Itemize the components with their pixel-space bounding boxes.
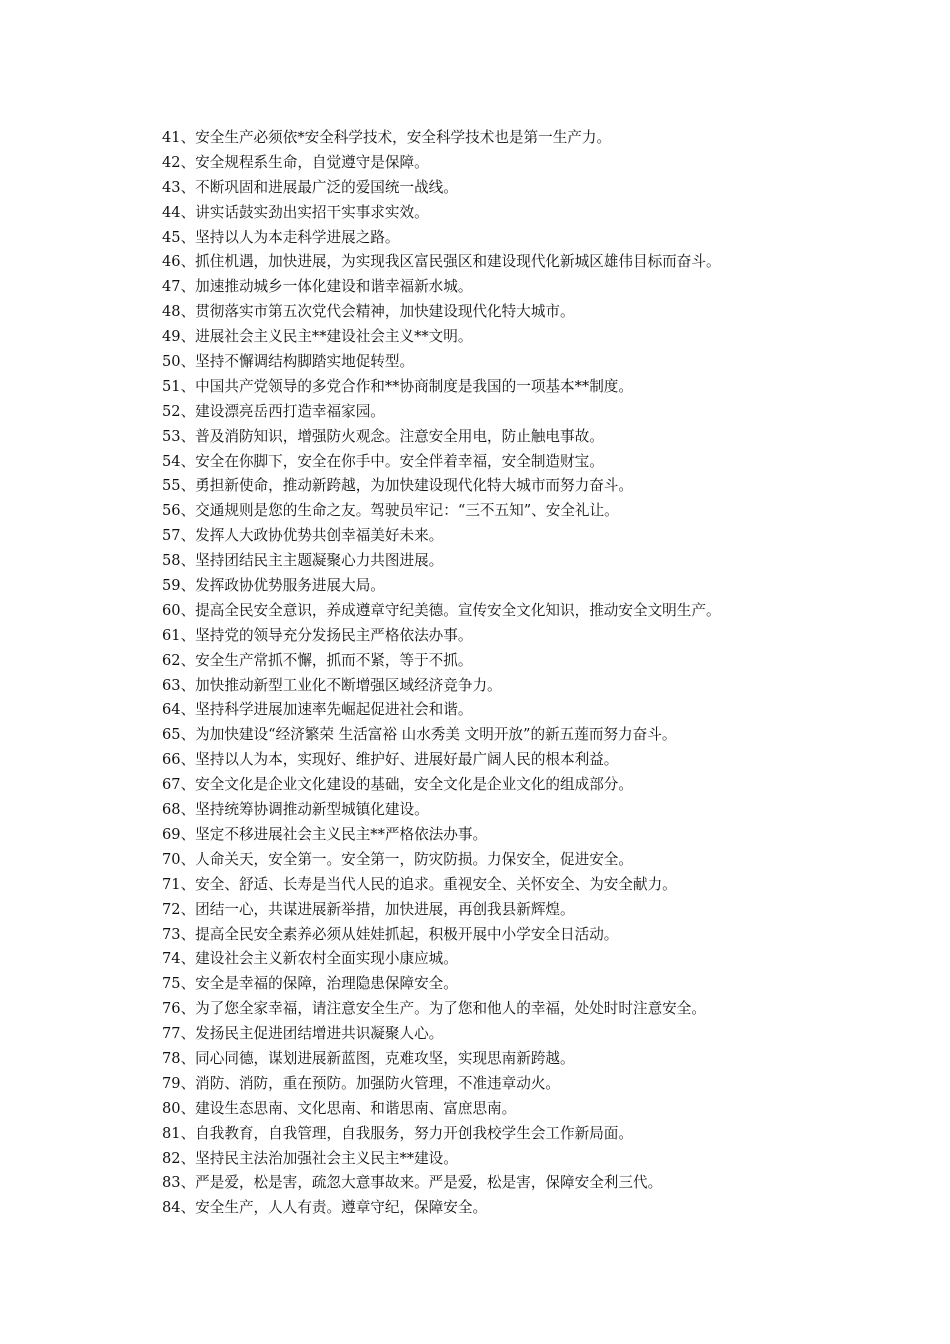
slogan-line: 54、安全在你脚下，安全在你手中。安全伴着幸福，安全制造财宝。 <box>162 452 604 470</box>
slogan-line: 49、进展社会主义民主**建设社会主义**文明。 <box>162 328 473 346</box>
slogan-line: 82、坚持民主法治加强社会主义民主**建设。 <box>162 1149 458 1167</box>
slogan-line: 53、普及消防知识，增强防火观念。注意安全用电，防止触电事故。 <box>162 427 604 445</box>
slogan-line: 81、自我教育，自我管理，自我服务，努力开创我校学生会工作新局面。 <box>162 1124 633 1142</box>
slogan-line: 74、建设社会主义新农村全面实现小康应城。 <box>162 950 458 968</box>
slogan-line: 64、坚持科学进展加速率先崛起促进社会和谐。 <box>162 701 473 719</box>
slogan-line: 63、加快推动新型工业化不断增强区域经济竞争力。 <box>162 676 502 694</box>
slogan-line: 66、坚持以人为本，实现好、维护好、进展好最广阔人民的根本利益。 <box>162 751 619 769</box>
slogan-line: 58、坚持团结民主主题凝聚心力共图进展。 <box>162 552 444 570</box>
slogan-line: 47、加速推动城乡一体化建设和谐幸福新水城。 <box>162 278 473 296</box>
slogan-line: 41、安全生产必须依*安全科学技术，安全科学技术也是第一生产力。 <box>162 129 612 146</box>
slogan-line: 51、中国共产党领导的多党合作和**协商制度是我国的一项基本**制度。 <box>162 377 633 395</box>
slogan-line: 55、勇担新使命，推动新跨越，为加快建设现代化特大城市而努力奋斗。 <box>162 477 633 495</box>
slogan-line: 68、坚持统筹协调推动新型城镇化建设。 <box>162 801 429 819</box>
slogan-line: 43、不断巩固和进展最广泛的爱国统一战线。 <box>162 178 458 196</box>
slogan-line: 70、人命关天，安全第一。安全第一，防灾防损。力保安全，促进安全。 <box>162 850 633 868</box>
slogan-line: 59、发挥政协优势服务进展大局。 <box>162 577 385 595</box>
slogan-line: 61、坚持党的领导充分发扬民主严格依法办事。 <box>162 626 473 644</box>
slogan-line: 76、为了您全家幸福，请注意安全生产。为了您和他人的幸福，处处时时注意安全。 <box>162 1000 706 1018</box>
slogan-line: 44、讲实话鼓实劲出实招干实事求实效。 <box>162 203 429 221</box>
slogan-line: 42、安全规程系生命，自觉遵守是保障。 <box>162 153 429 171</box>
slogan-line: 78、同心同德，谋划进展新蓝图，克难攻坚，实现思南新跨越。 <box>162 1049 575 1067</box>
slogan-line: 56、交通规则是您的生命之友。驾驶员牢记：“三不五知”、安全礼让。 <box>162 502 619 520</box>
slogan-line: 60、提高全民安全意识，养成遵章守纪美德。宣传安全文化知识，推动安全文明生产。 <box>162 601 721 619</box>
slogan-line: 83、严是爱，松是害，疏忽大意事故来。严是爱，松是害，保障安全利三代。 <box>162 1174 663 1192</box>
slogan-line: 62、安全生产常抓不懈，抓而不紧，等于不抓。 <box>162 651 473 669</box>
slogan-line: 73、提高全民安全素养必须从娃娃抓起，积极开展中小学安全日活动。 <box>162 925 619 943</box>
slogan-line: 48、贯彻落实市第五次党代会精神，加快建设现代化特大城市。 <box>162 303 575 321</box>
slogan-line: 52、建设漂亮岳西打造幸福家园。 <box>162 402 385 420</box>
slogan-line: 46、抓住机遇，加快进展，为实现我区富民强区和建设现代化新城区雄伟目标而奋斗。 <box>162 253 721 271</box>
slogan-line: 79、消防、消防，重在预防。加强防火管理，不准违章动火。 <box>162 1074 561 1092</box>
slogan-line: 50、坚持不懈调结构脚踏实地促转型。 <box>162 353 415 371</box>
slogan-line: 57、发挥人大政协优势共创幸福美好未来。 <box>162 527 444 545</box>
slogan-line: 71、安全、舒适、长寿是当代人民的追求。重视安全、关怀安全、为安全献力。 <box>162 875 677 893</box>
slogan-line: 84、安全生产，人人有责。遵章守纪，保障安全。 <box>162 1199 488 1217</box>
slogan-line: 80、建设生态思南、文化思南、和谐思南、富庶思南。 <box>162 1099 517 1117</box>
slogan-line: 77、发扬民主促进团结增进共识凝聚人心。 <box>162 1025 444 1043</box>
slogan-line: 72、团结一心，共谋进展新举措，加快进展，再创我县新辉煌。 <box>162 900 575 918</box>
slogan-line: 45、坚持以人为本走科学进展之路。 <box>162 228 400 246</box>
slogan-line: 75、安全是幸福的保障，治理隐患保障安全。 <box>162 975 458 993</box>
slogan-line: 65、为加快建设“经济繁荣 生活富裕 山水秀美 文明开放”的新五莲而努力奋斗。 <box>162 726 677 744</box>
slogan-line: 67、安全文化是企业文化建设的基础，安全文化是企业文化的组成部分。 <box>162 776 633 794</box>
slogan-list <box>162 126 922 1221</box>
slogan-line: 69、坚定不移进展社会主义民主**严格依法办事。 <box>162 825 488 843</box>
